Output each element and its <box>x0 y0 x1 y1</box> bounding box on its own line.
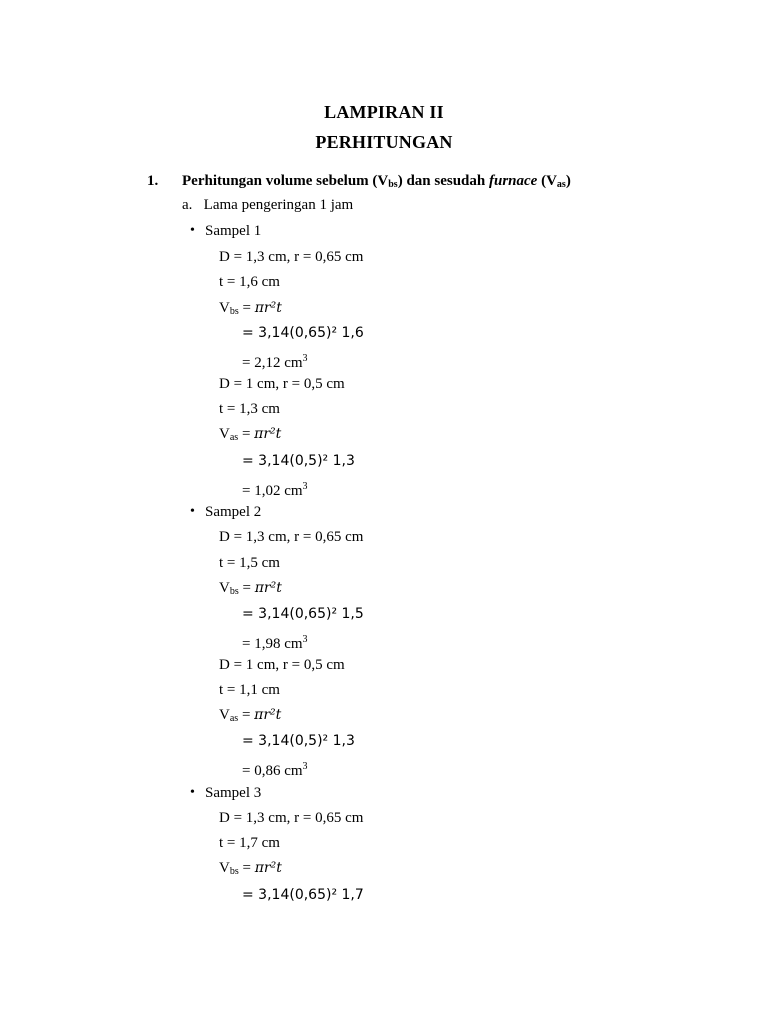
volume-formula: $V_{bs} = \pi r^2t$ <box>219 580 282 597</box>
thickness-line: t = 1,1 cm <box>219 682 280 698</box>
bullet-icon: • <box>190 785 195 800</box>
volume-formula: $V_{as} = \pi r^2t$ <box>219 707 282 724</box>
dimension-line: D = 1,3 cm, r = 0,65 cm <box>219 249 364 265</box>
bullet-icon: • <box>190 223 195 238</box>
sample-label: Sampel 2 <box>205 504 262 520</box>
substitution-line: = 3,14(0,5)² 1,3 <box>242 453 355 469</box>
result-line: = 2,12 $cm^3$ <box>242 353 308 371</box>
result-line: = 0,86 $cm^3$ <box>242 761 308 779</box>
section-number: 1. <box>147 173 159 189</box>
volume-formula: $V_{bs} = \pi r^2t$ <box>219 300 282 317</box>
thickness-line: t = 1,5 cm <box>219 555 280 571</box>
result-line: = 1,98 $cm^3$ <box>242 634 308 652</box>
thickness-line: t = 1,7 cm <box>219 835 280 851</box>
appendix-title: LAMPIRAN II <box>324 102 444 122</box>
sample-label: Sampel 1 <box>205 223 262 239</box>
dimension-line: D = 1 cm, r = 0,5 cm <box>219 657 345 673</box>
volume-formula: $V_{bs} = \pi r^2t$ <box>219 860 282 877</box>
section-heading: Perhitungan volume sebelum $(V_{bs})$ dan sesudah furnace $(V_{as})$ <box>182 173 571 190</box>
dimension-line: D = 1,3 cm, r = 0,65 cm <box>219 529 364 545</box>
substitution-line: = 3,14(0,5)² 1,3 <box>242 733 355 749</box>
subsection-a: a. Lama pengeringan 1 jam <box>182 197 354 213</box>
substitution-line: = 3,14(0,65)² 1,6 <box>242 325 364 341</box>
result-line: = 1,02 $cm^3$ <box>242 481 308 499</box>
dimension-line: D = 1 cm, r = 0,5 cm <box>219 376 345 392</box>
calculation-title: PERHITUNGAN <box>315 132 453 152</box>
dimension-line: D = 1,3 cm, r = 0,65 cm <box>219 810 364 826</box>
thickness-line: t = 1,6 cm <box>219 274 280 290</box>
substitution-line: = 3,14(0,65)² 1,5 <box>242 606 364 622</box>
substitution-line: = 3,14(0,65)² 1,7 <box>242 887 364 903</box>
bullet-icon: • <box>190 504 195 519</box>
volume-formula: $V_{as} = \pi r^2t$ <box>219 426 282 443</box>
thickness-line: t = 1,3 cm <box>219 401 280 417</box>
sample-label: Sampel 3 <box>205 785 262 801</box>
